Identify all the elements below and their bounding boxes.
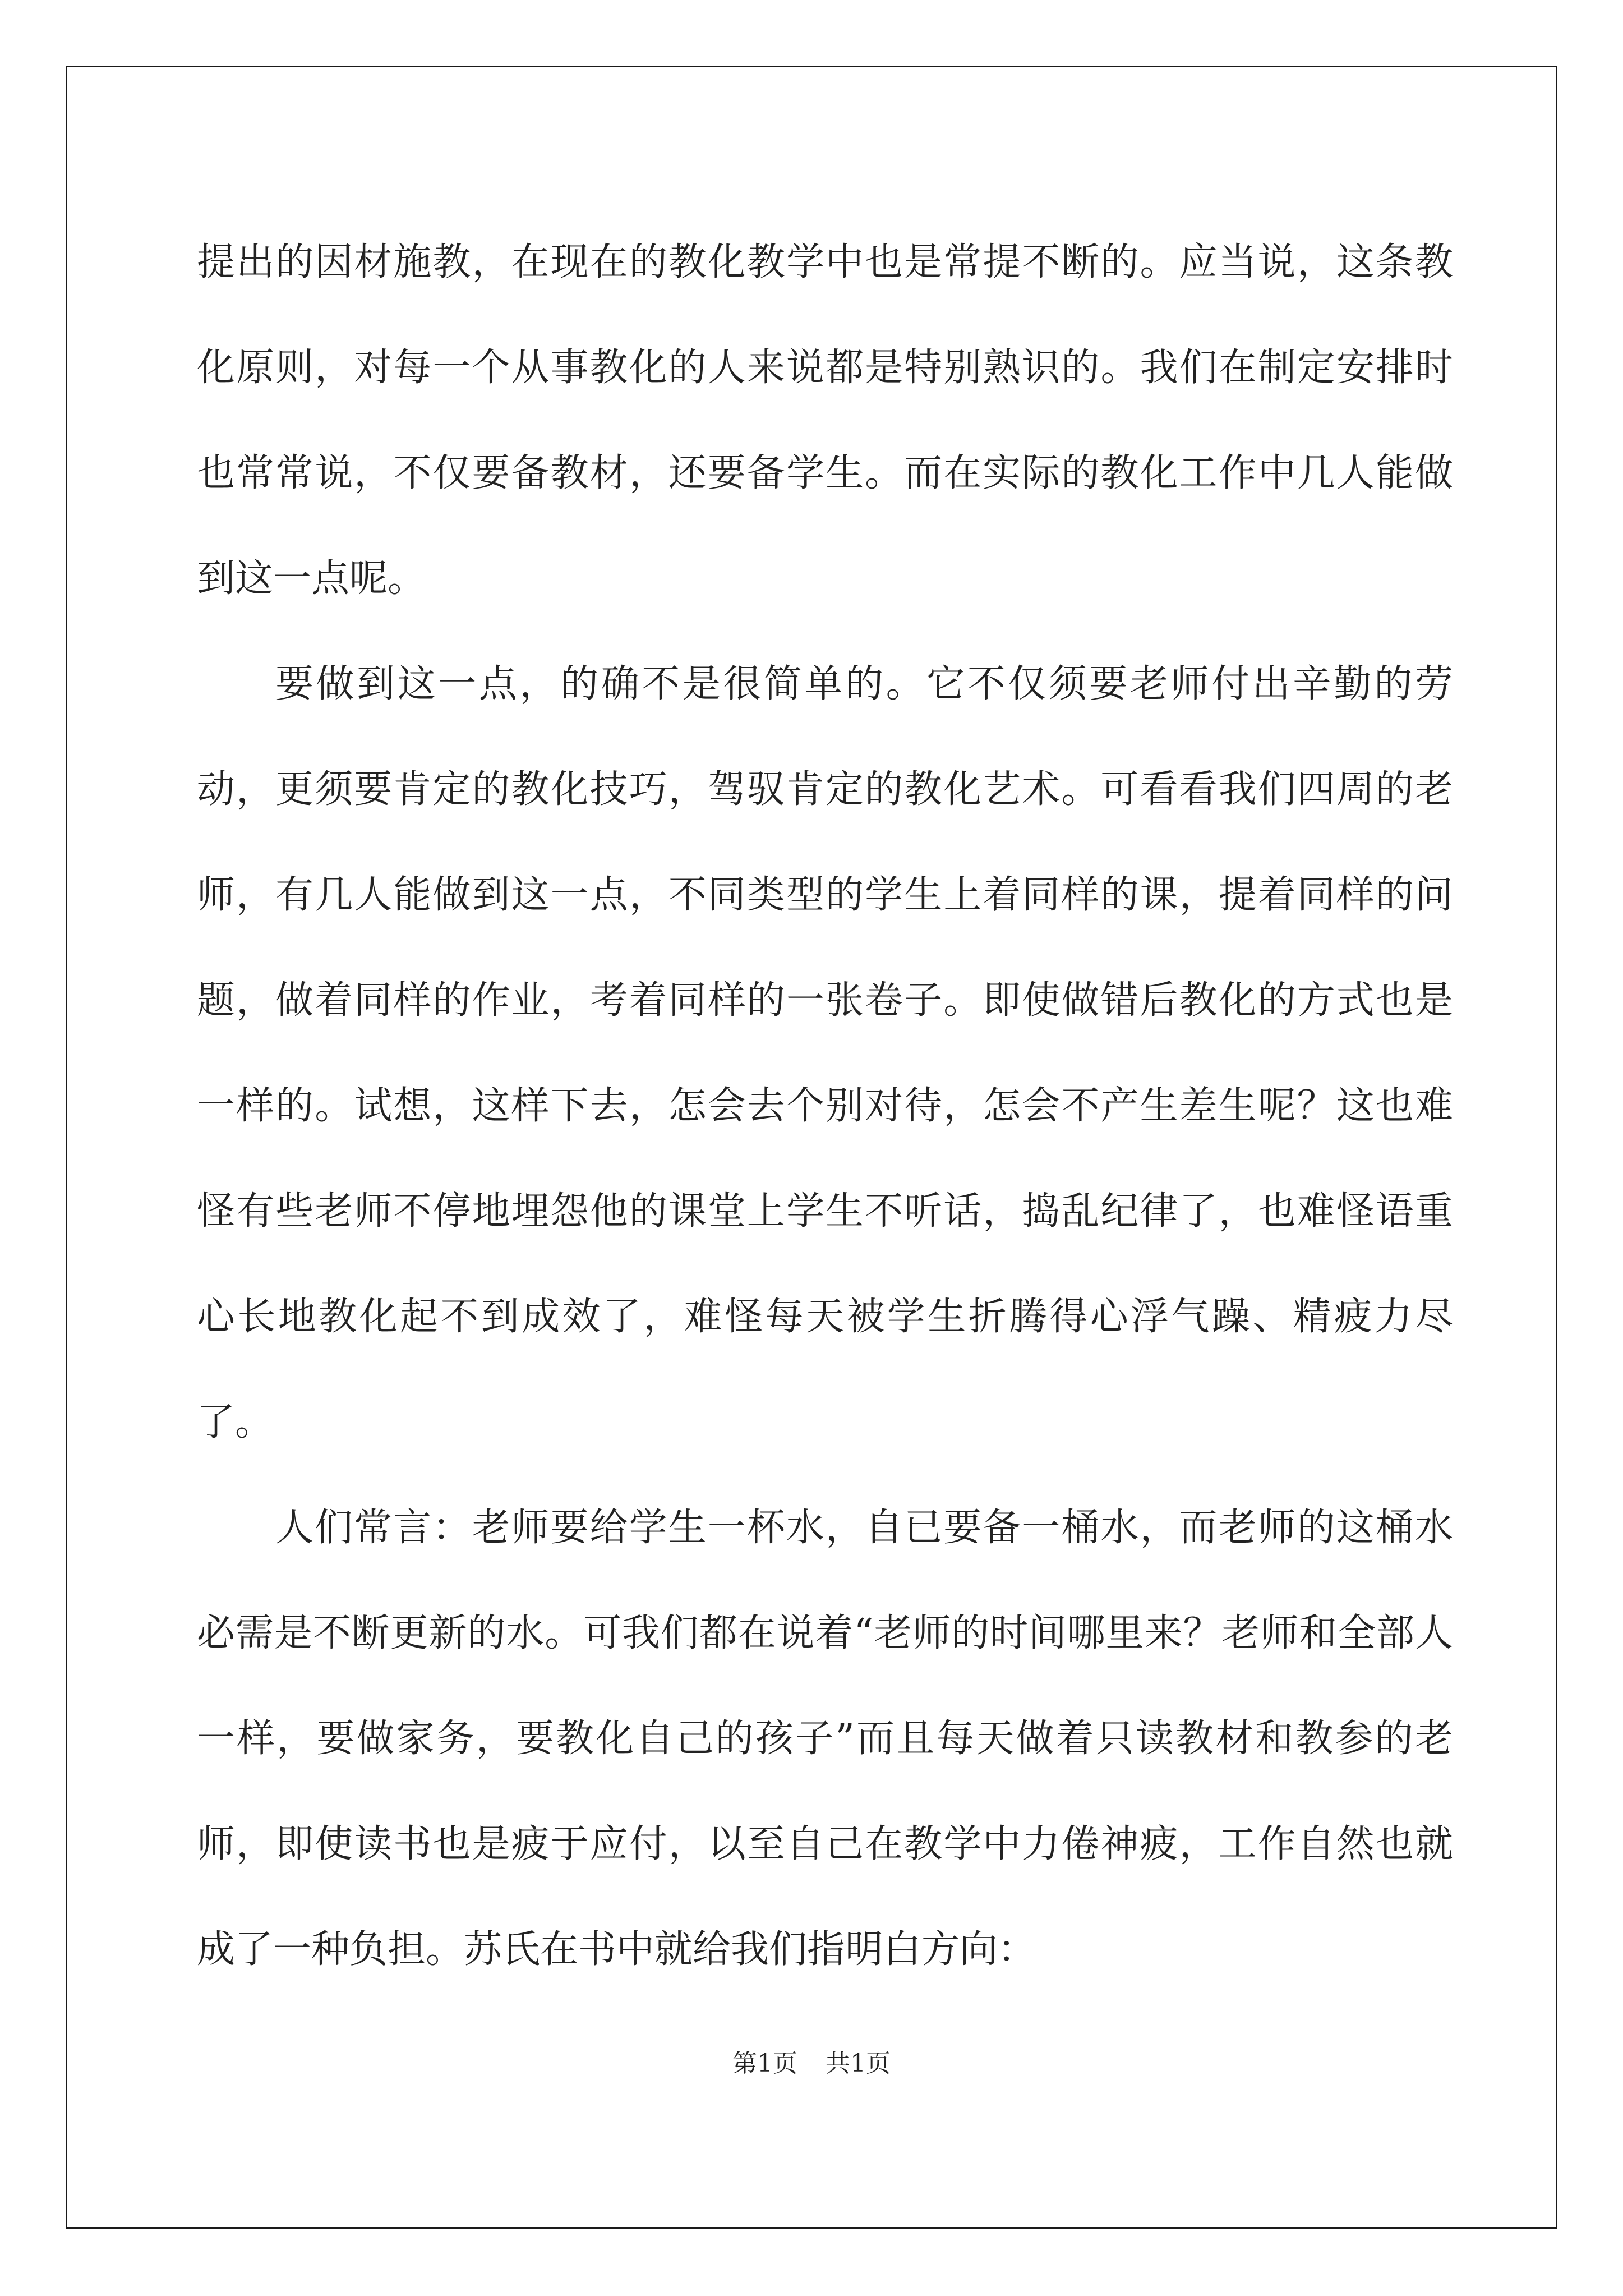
paragraph-3: 人们常言：老师要给学生一杯水，自已要备一桶水，而老师的这桶水必需是不断更新的水。可我们都在说着“老师的时间哪里来？老师和全部人一样，要做家务，要教化自己的孩子”而且每天做着只读教材和教参的老师，即使读书也是疲于应付，以至自己在教学中力倦神疲，工作自然也就成了一种负担。苏氏在书中就给我们指明白方向： <box>197 1506 1453 1972</box>
paragraph-1: 提出的因材施教，在现在的教化教学中也是常提不断的。应当说，这条教化原则，对每一个从事教化的人来说都是特别熟识的。我们在制定安排时也常常说，不仅要备教材，还要备学生。而在实际的教化工作中几人能做到这一点呢。 <box>197 240 1453 601</box>
document-body <box>197 210 1453 2003</box>
page-number-total: 共1页 <box>826 2049 891 2078</box>
paragraph-2: 要做到这一点，的确不是很简单的。它不仅须要老师付出辛勤的劳动，更须要肯定的教化技巧，驾驭肯定的教化艺术。可看看我们四周的老师，有几人能做到这一点，不同类型的学生上着同样的课，提着同样的问题，做着同样的作业，考着同样的一张卷子。即使做错后教化的方式也是一样的。试想，这样下去，怎会去个别对待，怎会不产生差生呢？这也难怪有些老师不停地埋怨他的课堂上学生不听话，捣乱纪律了，也难怪语重心长地教化起不到成效了，难怪每天被学生折腾得心浮气躁、精疲力尽了。 <box>197 662 1453 1444</box>
page-number-current: 第1页 <box>732 2049 797 2078</box>
page-footer <box>0 2043 1623 2079</box>
